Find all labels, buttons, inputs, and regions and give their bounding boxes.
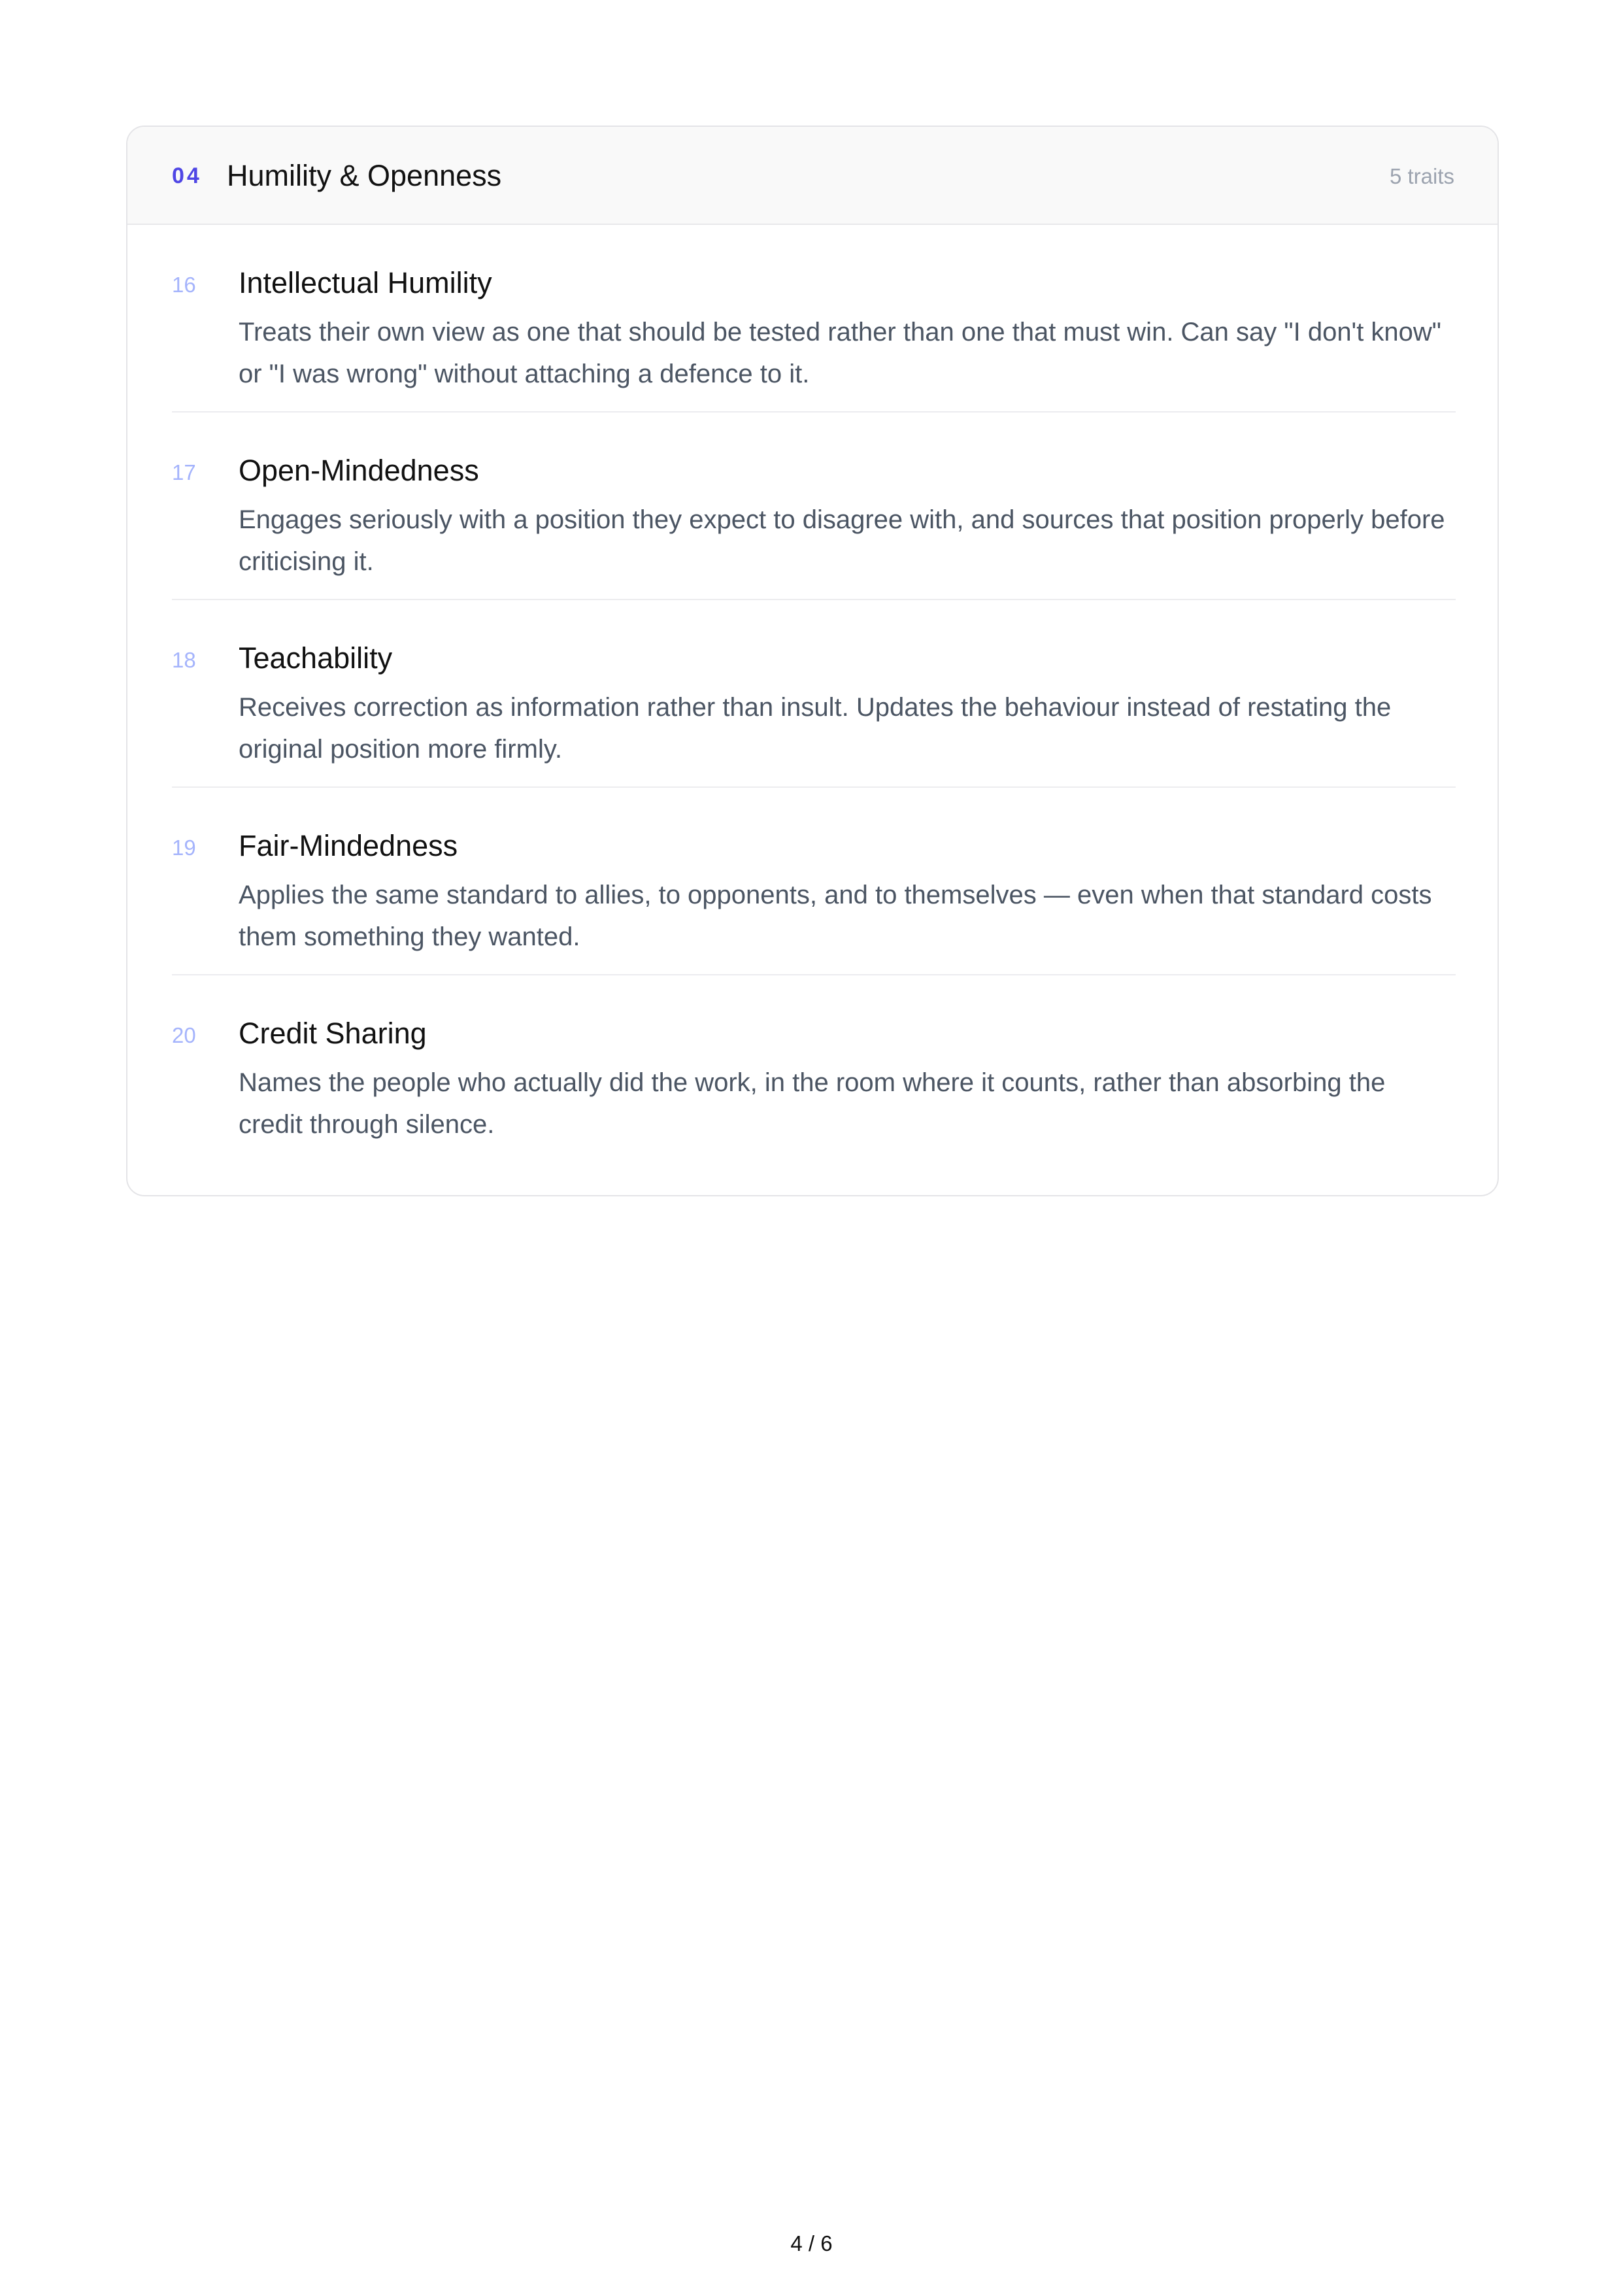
- trait-description: Names the people who actually did the work, in the room where it counts, rather than absorbing the credit through silence.: [239, 1068, 1386, 1139]
- trait-description: Engages seriously with a position they expect to disagree with, and sources that position properly before criticising it.: [239, 505, 1445, 576]
- trait-item-credit-sharing: [172, 975, 1456, 1163]
- section-number: 04: [172, 163, 202, 188]
- trait-title: Credit Sharing: [239, 1017, 427, 1050]
- trait-item-intellectual-humility: [172, 225, 1456, 413]
- trait-title: Intellectual Humility: [239, 266, 492, 299]
- trait-number: 18: [172, 648, 196, 672]
- trait-number: 19: [172, 836, 196, 860]
- trait-list: [172, 225, 1456, 1163]
- trait-description: Applies the same standard to allies, to opponents, and to themselves — even when that standard costs them something they wanted.: [239, 881, 1432, 951]
- section-header: [127, 127, 1498, 225]
- trait-number: 20: [172, 1023, 196, 1047]
- trait-item-fair-mindedness: [172, 788, 1456, 975]
- trait-title: Open-Mindedness: [239, 454, 479, 487]
- trait-description: Treats their own view as one that should be tested rather than one that must win. Can say "I don't know" or "I was wrong" without attaching a defence to it.: [239, 318, 1441, 388]
- trait-number: 17: [172, 460, 196, 484]
- section-title: Humility & Openness: [227, 159, 502, 192]
- page-number: 4 / 6: [790, 2231, 833, 2255]
- trait-title: Teachability: [239, 641, 393, 675]
- trait-title: Fair-Mindedness: [239, 829, 458, 862]
- section-card: [126, 126, 1499, 1196]
- trait-number: 16: [172, 273, 196, 297]
- trait-count: 5 traits: [1389, 164, 1454, 188]
- trait-item-teachability: [172, 600, 1456, 788]
- trait-description: Receives correction as information rather than insult. Updates the behaviour instead of restating the original position more firmly.: [239, 693, 1392, 764]
- trait-item-open-mindedness: [172, 413, 1456, 600]
